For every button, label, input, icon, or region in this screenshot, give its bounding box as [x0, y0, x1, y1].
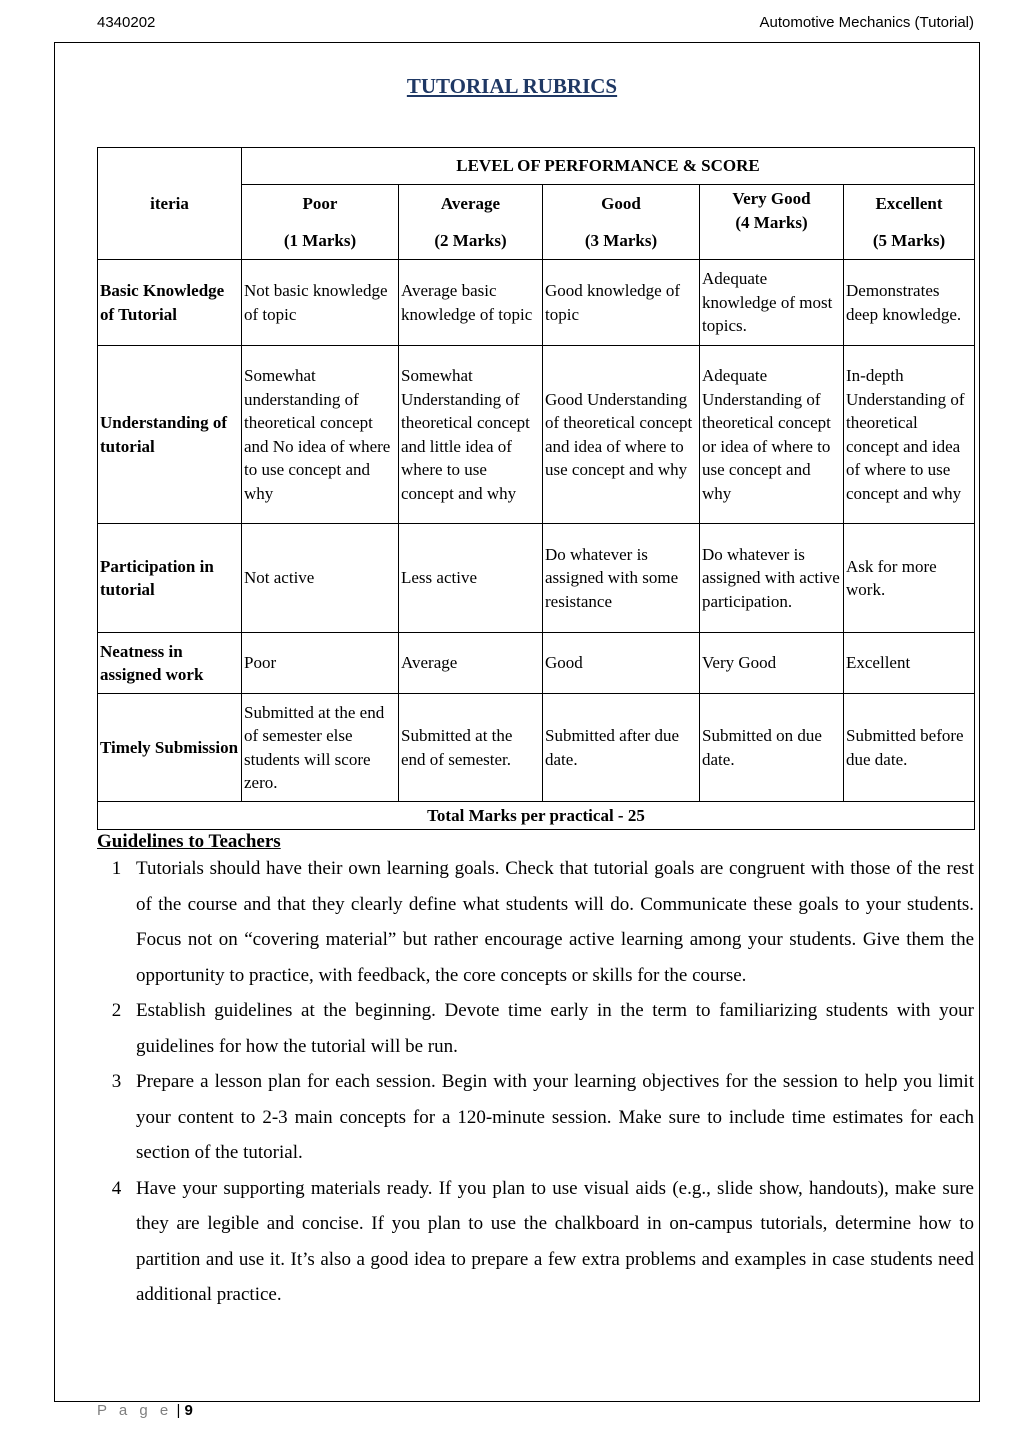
table-cell: Poor: [242, 633, 399, 694]
total-marks: Total Marks per practical - 25: [98, 802, 975, 830]
page-label: P a g e: [97, 1402, 173, 1419]
criterion-cell: Timely Submission: [98, 694, 242, 802]
list-item: [97, 1171, 974, 1313]
level-header: LEVEL OF PERFORMANCE & SCORE: [242, 148, 975, 185]
table-cell: Submitted at the end of semester.: [399, 694, 543, 802]
table-cell: Submitted after due date.: [543, 694, 700, 802]
criterion-cell: Basic Knowledge of Tutorial: [98, 260, 242, 346]
page-number: 9: [184, 1402, 193, 1419]
table-cell: Adequate Understanding of theoretical concept or idea of where to use concept and why: [700, 346, 844, 524]
level-good: Good (3 Marks): [543, 185, 700, 260]
table-row: [98, 524, 975, 633]
table-cell: Very Good: [700, 633, 844, 694]
table-cell: Not active: [242, 524, 399, 633]
guidelines-title: Guidelines to Teachers: [97, 831, 281, 852]
table-cell: Not basic knowledge of topic: [242, 260, 399, 346]
table-cell: Good Understanding of theoretical concept and idea of where to use concept and why: [543, 346, 700, 524]
table-cell: Ask for more work.: [844, 524, 975, 633]
table-row: [98, 346, 975, 524]
list-item: [97, 1064, 974, 1171]
list-item-text: Prepare a lesson plan for each session. Begin with your learning objectives for the session to help you limit your content to 2-3 main concepts for a 120-minute session. Make sure to include time estimates for each section of the tutorial.: [136, 1071, 974, 1163]
page-footer: [97, 1402, 193, 1419]
header-doc-code: 4340202: [97, 14, 156, 31]
table-cell: Excellent: [844, 633, 975, 694]
criterion-cell: Understanding of tutorial: [98, 346, 242, 524]
header-doc-title: Automotive Mechanics (Tutorial): [759, 14, 974, 31]
list-item-number: 2: [111, 1000, 122, 1021]
list-item-text: Tutorials should have their own learning goals. Check that tutorial goals are congruent with those of the rest of the course and that they clearly define what students will do. Communicate these goals to your students. Focus not on “covering material” but rather encourage active learning among your students. Give them the opportunity to practice, with feedback, the core concepts or skills for the course.: [136, 858, 974, 986]
level-poor: Poor (1 Marks): [242, 185, 399, 260]
table-cell: Submitted at the end of semester else students will score zero.: [242, 694, 399, 802]
list-item: [97, 993, 974, 1064]
list-item-number: 1: [111, 858, 122, 879]
table-cell: Demonstrates deep knowledge.: [844, 260, 975, 346]
table-cell: Average: [399, 633, 543, 694]
list-item: [97, 851, 974, 993]
table-cell: In-depth Understanding of theoretical concept and idea of where to use concept and why: [844, 346, 975, 524]
table-row: [98, 260, 975, 346]
page-title: TUTORIAL RUBRICS: [406, 74, 618, 98]
table-row: [98, 694, 975, 802]
footer-divider: |: [176, 1402, 185, 1419]
table-cell: Adequate knowledge of most topics.: [700, 260, 844, 346]
table-cell: Good knowledge of topic: [543, 260, 700, 346]
level-excellent: Excellent (5 Marks): [844, 185, 975, 260]
table-row: [98, 633, 975, 694]
table-cell: Good: [543, 633, 700, 694]
table-cell: Somewhat Understanding of theoretical concept and little idea of where to use concept and why: [399, 346, 543, 524]
table-cell: Do whatever is assigned with active participation.: [700, 524, 844, 633]
table-cell: Average basic knowledge of topic: [399, 260, 543, 346]
list-item-text: Have your supporting materials ready. If you plan to use visual aids (e.g., slide show, handouts), make sure they are legible and concise. If you plan to use the chalkboard in on-campus tutorials, determine how to partition and use it. It’s also a good idea to prepare a few extra problems and examples in case students need additional practice.: [136, 1177, 974, 1305]
criterion-cell: Neatness in assigned work: [98, 633, 242, 694]
rubrics-table: [97, 147, 975, 830]
guidelines-list: [97, 851, 974, 1313]
list-item-number: 3: [111, 1071, 122, 1092]
list-item-text: Establish guidelines at the beginning. Devote time early in the term to familiarizing students with your guidelines for how the tutorial will be run.: [136, 1000, 974, 1057]
criteria-header: iteria: [98, 148, 242, 260]
table-cell: Do whatever is assigned with some resistance: [543, 524, 700, 633]
table-cell: Somewhat understanding of theoretical concept and No idea of where to use concept and why: [242, 346, 399, 524]
level-average: Average (2 Marks): [399, 185, 543, 260]
list-item-number: 4: [111, 1177, 122, 1199]
table-cell: Submitted on due date.: [700, 694, 844, 802]
level-very-good: Very Good (4 Marks): [700, 185, 844, 260]
table-cell: Submitted before due date.: [844, 694, 975, 802]
table-cell: Less active: [399, 524, 543, 633]
criterion-cell: Participation in tutorial: [98, 524, 242, 633]
